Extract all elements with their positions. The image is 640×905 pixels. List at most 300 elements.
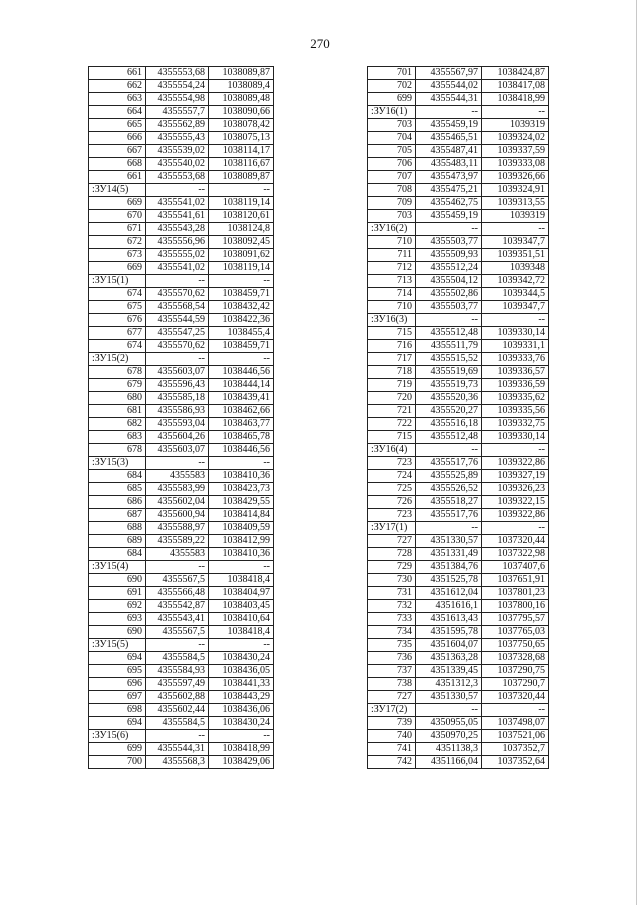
point-number-cell: 689	[89, 535, 146, 548]
y-coordinate-cell: 1038403,45	[209, 600, 274, 613]
table-row	[368, 392, 549, 405]
table-row	[368, 171, 549, 184]
x-coordinate-cell: 4351166,04	[416, 756, 482, 769]
point-number-cell: 675	[89, 301, 146, 314]
table-row	[89, 340, 274, 353]
x-coordinate-cell: 4355512,48	[416, 431, 482, 444]
y-coordinate-cell: 1038410,36	[209, 470, 274, 483]
x-coordinate-cell: 4355517,76	[416, 457, 482, 470]
y-coordinate-cell: 1038422,36	[209, 314, 274, 327]
point-number-cell: 710	[368, 236, 416, 249]
x-coordinate-cell: 4355588,97	[146, 522, 209, 535]
x-coordinate-cell: 4355603,07	[146, 366, 209, 379]
x-coordinate-cell: 4351331,49	[416, 548, 482, 561]
y-coordinate-cell: 1038446,56	[209, 444, 274, 457]
point-number-cell: 722	[368, 418, 416, 431]
x-coordinate-cell: 4355554,98	[146, 93, 209, 106]
table-row	[368, 496, 549, 509]
point-number-cell: 696	[89, 678, 146, 691]
point-number-cell: 727	[368, 691, 416, 704]
point-number-cell: 709	[368, 197, 416, 210]
y-coordinate-cell: 1038423,73	[209, 483, 274, 496]
table-row	[368, 210, 549, 223]
point-number-cell: 674	[89, 288, 146, 301]
table-row	[368, 236, 549, 249]
table-row	[89, 145, 274, 158]
point-number-cell: 692	[89, 600, 146, 613]
point-number-cell: 695	[89, 665, 146, 678]
y-coordinate-cell: 1038414,84	[209, 509, 274, 522]
table-row	[368, 106, 549, 119]
y-coordinate-cell: 1039347,7	[482, 301, 549, 314]
point-number-cell: 669	[89, 197, 146, 210]
y-coordinate-cell: 1038429,06	[209, 756, 274, 769]
table-row	[368, 288, 549, 301]
x-coordinate-cell: 4355520,27	[416, 405, 482, 418]
point-number-cell: 724	[368, 470, 416, 483]
table-row	[89, 587, 274, 600]
y-coordinate-cell: 1039330,14	[482, 431, 549, 444]
point-number-cell: :ЗУ16(3)	[368, 314, 416, 327]
y-coordinate-cell: 1039313,55	[482, 197, 549, 210]
table-row	[368, 275, 549, 288]
point-number-cell: 740	[368, 730, 416, 743]
table-row	[89, 639, 274, 652]
table-row	[89, 80, 274, 93]
x-coordinate-cell: 4355589,22	[146, 535, 209, 548]
y-coordinate-cell: 1038424,87	[482, 67, 549, 80]
point-number-cell: 673	[89, 249, 146, 262]
table-row	[89, 548, 274, 561]
point-number-cell: 706	[368, 158, 416, 171]
y-coordinate-cell: 1038075,13	[209, 132, 274, 145]
x-coordinate-cell: 4355562,89	[146, 119, 209, 132]
y-coordinate-cell: 1039342,72	[482, 275, 549, 288]
x-coordinate-cell: 4355462,75	[416, 197, 482, 210]
y-coordinate-cell: 1037521,06	[482, 730, 549, 743]
y-coordinate-cell: --	[209, 184, 274, 197]
x-coordinate-cell: 4355503,77	[416, 236, 482, 249]
x-coordinate-cell: 4355519,69	[416, 366, 482, 379]
x-coordinate-cell: 4355596,43	[146, 379, 209, 392]
table-row	[89, 262, 274, 275]
table-row	[368, 353, 549, 366]
table-row	[89, 509, 274, 522]
point-number-cell: :ЗУ16(2)	[368, 223, 416, 236]
x-coordinate-cell: --	[416, 223, 482, 236]
table-row	[368, 145, 549, 158]
table-row	[368, 743, 549, 756]
x-coordinate-cell: 4355520,36	[416, 392, 482, 405]
table-row	[368, 717, 549, 730]
point-number-cell: 688	[89, 522, 146, 535]
x-coordinate-cell: 4355567,5	[146, 626, 209, 639]
point-number-cell: :ЗУ17(2)	[368, 704, 416, 717]
x-coordinate-cell: --	[416, 314, 482, 327]
y-coordinate-cell: 1039347,7	[482, 236, 549, 249]
point-number-cell: 697	[89, 691, 146, 704]
y-coordinate-cell: 1038463,77	[209, 418, 274, 431]
x-coordinate-cell: 4355604,26	[146, 431, 209, 444]
table-row	[368, 93, 549, 106]
y-coordinate-cell: 1038409,59	[209, 522, 274, 535]
point-number-cell: 681	[89, 405, 146, 418]
point-number-cell: 708	[368, 184, 416, 197]
point-number-cell: 720	[368, 392, 416, 405]
point-number-cell: 735	[368, 639, 416, 652]
x-coordinate-cell: 4355541,61	[146, 210, 209, 223]
x-coordinate-cell: 4355602,88	[146, 691, 209, 704]
table-row	[89, 730, 274, 743]
y-coordinate-cell: 1038116,67	[209, 158, 274, 171]
y-coordinate-cell: 1037407,6	[482, 561, 549, 574]
x-coordinate-cell: 4355597,49	[146, 678, 209, 691]
table-row	[89, 379, 274, 392]
x-coordinate-cell: 4355526,52	[416, 483, 482, 496]
x-coordinate-cell: 4355553,68	[146, 67, 209, 80]
y-coordinate-cell: 1038092,45	[209, 236, 274, 249]
y-coordinate-cell: --	[209, 353, 274, 366]
table-row	[368, 587, 549, 600]
y-coordinate-cell: 1037651,91	[482, 574, 549, 587]
x-coordinate-cell: --	[146, 275, 209, 288]
y-coordinate-cell: 1038429,55	[209, 496, 274, 509]
point-number-cell: 684	[89, 548, 146, 561]
y-coordinate-cell: 1037801,23	[482, 587, 549, 600]
x-coordinate-cell: 4355465,51	[416, 132, 482, 145]
y-coordinate-cell: --	[209, 639, 274, 652]
y-coordinate-cell: --	[209, 730, 274, 743]
table-row	[89, 392, 274, 405]
y-coordinate-cell: 1038417,08	[482, 80, 549, 93]
table-row	[368, 405, 549, 418]
y-coordinate-cell: 1039344,5	[482, 288, 549, 301]
point-number-cell: 737	[368, 665, 416, 678]
point-number-cell: 703	[368, 210, 416, 223]
point-number-cell: 686	[89, 496, 146, 509]
y-coordinate-cell: 1037320,44	[482, 691, 549, 704]
table-row	[368, 574, 549, 587]
y-coordinate-cell: 1038124,8	[209, 223, 274, 236]
point-number-cell: 730	[368, 574, 416, 587]
x-coordinate-cell: 4355544,59	[146, 314, 209, 327]
x-coordinate-cell: 4355557,7	[146, 106, 209, 119]
x-coordinate-cell: --	[416, 444, 482, 457]
x-coordinate-cell: 4355509,93	[416, 249, 482, 262]
coordinates-table-right-body	[368, 67, 549, 769]
coordinates-table-right	[367, 66, 549, 769]
point-number-cell: 661	[89, 171, 146, 184]
point-number-cell: 725	[368, 483, 416, 496]
x-coordinate-cell: 4355512,24	[416, 262, 482, 275]
point-number-cell: 721	[368, 405, 416, 418]
y-coordinate-cell: 1038119,14	[209, 197, 274, 210]
table-row	[89, 288, 274, 301]
table-row	[368, 535, 549, 548]
x-coordinate-cell: 4355459,19	[416, 119, 482, 132]
point-number-cell: 715	[368, 327, 416, 340]
page-edge-line	[636, 0, 637, 905]
point-number-cell: 729	[368, 561, 416, 574]
table-row	[368, 691, 549, 704]
y-coordinate-cell: 1038446,56	[209, 366, 274, 379]
table-row	[368, 522, 549, 535]
x-coordinate-cell: 4355516,18	[416, 418, 482, 431]
point-number-cell: 669	[89, 262, 146, 275]
table-row	[89, 652, 274, 665]
point-number-cell: 694	[89, 717, 146, 730]
point-number-cell: 687	[89, 509, 146, 522]
table-row	[368, 119, 549, 132]
table-row	[368, 314, 549, 327]
y-coordinate-cell: 1037765,03	[482, 626, 549, 639]
x-coordinate-cell: 4355593,04	[146, 418, 209, 431]
y-coordinate-cell: 1038418,4	[209, 626, 274, 639]
point-number-cell: 714	[368, 288, 416, 301]
table-row	[368, 431, 549, 444]
table-row	[89, 158, 274, 171]
y-coordinate-cell: 1038436,05	[209, 665, 274, 678]
point-number-cell: :ЗУ15(1)	[89, 275, 146, 288]
point-number-cell: 734	[368, 626, 416, 639]
x-coordinate-cell: 4351616,1	[416, 600, 482, 613]
x-coordinate-cell: 4355567,97	[416, 67, 482, 80]
y-coordinate-cell: 1039351,51	[482, 249, 549, 262]
point-number-cell: 682	[89, 418, 146, 431]
table-row	[89, 119, 274, 132]
point-number-cell: 690	[89, 574, 146, 587]
point-number-cell: 738	[368, 678, 416, 691]
table-row	[89, 67, 274, 80]
x-coordinate-cell: 4355553,68	[146, 171, 209, 184]
x-coordinate-cell: 4355544,31	[146, 743, 209, 756]
x-coordinate-cell: 4355502,86	[416, 288, 482, 301]
x-coordinate-cell: --	[416, 106, 482, 119]
x-coordinate-cell: 4355586,93	[146, 405, 209, 418]
y-coordinate-cell: 1038089,87	[209, 67, 274, 80]
point-number-cell: 680	[89, 392, 146, 405]
y-coordinate-cell: 1037795,57	[482, 613, 549, 626]
table-row	[89, 405, 274, 418]
table-row	[368, 730, 549, 743]
point-number-cell: :ЗУ14(5)	[89, 184, 146, 197]
x-coordinate-cell: 4355570,62	[146, 340, 209, 353]
y-coordinate-cell: 1037800,16	[482, 600, 549, 613]
x-coordinate-cell: 4355556,96	[146, 236, 209, 249]
table-row	[89, 353, 274, 366]
y-coordinate-cell: 1037750,65	[482, 639, 549, 652]
point-number-cell: 713	[368, 275, 416, 288]
x-coordinate-cell: 4351604,07	[416, 639, 482, 652]
y-coordinate-cell: --	[209, 561, 274, 574]
point-number-cell: 704	[368, 132, 416, 145]
y-coordinate-cell: 1039333,08	[482, 158, 549, 171]
table-row	[89, 691, 274, 704]
y-coordinate-cell: 1039335,56	[482, 405, 549, 418]
table-row	[89, 197, 274, 210]
x-coordinate-cell: 4351138,3	[416, 743, 482, 756]
point-number-cell: 677	[89, 327, 146, 340]
y-coordinate-cell: 1039324,02	[482, 132, 549, 145]
point-number-cell: 676	[89, 314, 146, 327]
x-coordinate-cell: 4355543,41	[146, 613, 209, 626]
point-number-cell: 662	[89, 80, 146, 93]
y-coordinate-cell: 1038430,24	[209, 717, 274, 730]
x-coordinate-cell: 4355602,44	[146, 704, 209, 717]
point-number-cell: 672	[89, 236, 146, 249]
y-coordinate-cell: 1039319	[482, 210, 549, 223]
x-coordinate-cell: 4355566,48	[146, 587, 209, 600]
point-number-cell: 700	[89, 756, 146, 769]
y-coordinate-cell: 1037328,68	[482, 652, 549, 665]
y-coordinate-cell: 1038410,36	[209, 548, 274, 561]
table-row	[368, 418, 549, 431]
table-row	[368, 613, 549, 626]
table-row	[89, 418, 274, 431]
coordinates-table-left-body	[89, 67, 274, 769]
table-row	[89, 665, 274, 678]
table-row	[89, 223, 274, 236]
table-row	[368, 223, 549, 236]
table-row	[89, 535, 274, 548]
x-coordinate-cell: --	[146, 561, 209, 574]
table-row	[89, 132, 274, 145]
point-number-cell: 702	[368, 80, 416, 93]
y-coordinate-cell: --	[209, 457, 274, 470]
point-number-cell: 699	[368, 93, 416, 106]
point-number-cell: 741	[368, 743, 416, 756]
table-row	[89, 522, 274, 535]
table-row	[368, 626, 549, 639]
table-row	[89, 613, 274, 626]
x-coordinate-cell: 4355567,5	[146, 574, 209, 587]
x-coordinate-cell: --	[146, 353, 209, 366]
x-coordinate-cell: --	[146, 184, 209, 197]
point-number-cell: 667	[89, 145, 146, 158]
point-number-cell: 716	[368, 340, 416, 353]
table-row	[89, 184, 274, 197]
table-row	[89, 561, 274, 574]
x-coordinate-cell: 4355539,02	[146, 145, 209, 158]
x-coordinate-cell: 4355568,3	[146, 756, 209, 769]
x-coordinate-cell: 4355518,27	[416, 496, 482, 509]
y-coordinate-cell: 1038418,99	[209, 743, 274, 756]
x-coordinate-cell: 4355542,87	[146, 600, 209, 613]
table-row	[368, 301, 549, 314]
x-coordinate-cell: 4355568,54	[146, 301, 209, 314]
x-coordinate-cell: --	[416, 704, 482, 717]
x-coordinate-cell: 4355511,79	[416, 340, 482, 353]
point-number-cell: 723	[368, 457, 416, 470]
point-number-cell: :ЗУ16(4)	[368, 444, 416, 457]
point-number-cell: 728	[368, 548, 416, 561]
x-coordinate-cell: 4355540,02	[146, 158, 209, 171]
x-coordinate-cell: 4355473,97	[416, 171, 482, 184]
x-coordinate-cell: 4355543,28	[146, 223, 209, 236]
point-number-cell: 683	[89, 431, 146, 444]
point-number-cell: :ЗУ17(1)	[368, 522, 416, 535]
x-coordinate-cell: 4355555,02	[146, 249, 209, 262]
table-row	[89, 704, 274, 717]
y-coordinate-cell: 1039322,15	[482, 496, 549, 509]
y-coordinate-cell: 1039322,86	[482, 457, 549, 470]
y-coordinate-cell: 1039333,76	[482, 353, 549, 366]
table-row	[89, 600, 274, 613]
point-number-cell: :ЗУ16(1)	[368, 106, 416, 119]
x-coordinate-cell: 4355459,19	[416, 210, 482, 223]
x-coordinate-cell: 4355583	[146, 470, 209, 483]
table-row	[368, 80, 549, 93]
y-coordinate-cell: 1038462,66	[209, 405, 274, 418]
table-row	[89, 626, 274, 639]
y-coordinate-cell: 1039348	[482, 262, 549, 275]
x-coordinate-cell: 4350955,05	[416, 717, 482, 730]
y-coordinate-cell: --	[482, 106, 549, 119]
y-coordinate-cell: 1038432,42	[209, 301, 274, 314]
y-coordinate-cell: 1038091,62	[209, 249, 274, 262]
x-coordinate-cell: --	[146, 730, 209, 743]
table-row	[368, 509, 549, 522]
point-number-cell: 678	[89, 444, 146, 457]
x-coordinate-cell: 4351339,45	[416, 665, 482, 678]
y-coordinate-cell: 1039332,75	[482, 418, 549, 431]
y-coordinate-cell: 1039322,86	[482, 509, 549, 522]
point-number-cell: :ЗУ15(2)	[89, 353, 146, 366]
y-coordinate-cell: 1037352,7	[482, 743, 549, 756]
y-coordinate-cell: 1037352,64	[482, 756, 549, 769]
y-coordinate-cell: 1038459,71	[209, 288, 274, 301]
coordinates-table-left	[88, 66, 274, 769]
point-number-cell: 703	[368, 119, 416, 132]
table-row	[89, 483, 274, 496]
table-row	[89, 93, 274, 106]
table-row	[89, 327, 274, 340]
table-row	[89, 470, 274, 483]
x-coordinate-cell: 4355519,73	[416, 379, 482, 392]
y-coordinate-cell: 1038418,99	[482, 93, 549, 106]
table-row	[368, 600, 549, 613]
y-coordinate-cell: 1038404,97	[209, 587, 274, 600]
x-coordinate-cell: 4355584,5	[146, 652, 209, 665]
y-coordinate-cell: 1038120,61	[209, 210, 274, 223]
y-coordinate-cell: 1039336,57	[482, 366, 549, 379]
y-coordinate-cell: 1038439,41	[209, 392, 274, 405]
x-coordinate-cell: 4355544,02	[416, 80, 482, 93]
table-row	[89, 431, 274, 444]
point-number-cell: 665	[89, 119, 146, 132]
table-row	[89, 678, 274, 691]
y-coordinate-cell: --	[482, 522, 549, 535]
y-coordinate-cell: 1038412,99	[209, 535, 274, 548]
x-coordinate-cell: 4351312,3	[416, 678, 482, 691]
table-row	[368, 483, 549, 496]
table-row	[89, 717, 274, 730]
table-row	[89, 756, 274, 769]
table-row	[368, 457, 549, 470]
table-row	[368, 340, 549, 353]
table-row	[89, 457, 274, 470]
x-coordinate-cell: 4355585,18	[146, 392, 209, 405]
y-coordinate-cell: 1038089,87	[209, 171, 274, 184]
point-number-cell: 733	[368, 613, 416, 626]
point-number-cell: :ЗУ15(6)	[89, 730, 146, 743]
y-coordinate-cell: --	[209, 275, 274, 288]
table-row	[368, 756, 549, 769]
table-row	[368, 470, 549, 483]
table-row	[368, 652, 549, 665]
point-number-cell: :ЗУ15(4)	[89, 561, 146, 574]
x-coordinate-cell: 4355570,62	[146, 288, 209, 301]
